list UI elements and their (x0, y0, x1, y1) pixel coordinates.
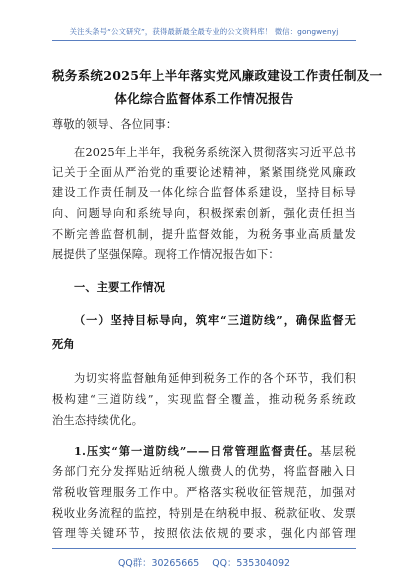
item-1-first-rest: 基层税 (320, 445, 357, 458)
paragraph-1-line-3: 治生态持续优化。 (52, 414, 144, 427)
paragraph-1-line-2: 极构建“三道防线”，实现监督全覆盖，推动税务系统政 (52, 393, 356, 406)
item-1-lead: 1.压实“第一道防线”——日常管理监督责任。 (74, 444, 321, 458)
intro-line-2: 记关于全面从严治党的重要论述精神，紧紧围绕党风廉政 (52, 166, 356, 179)
item-1-line-3: 常税收管理服务工作中。严格落实税收征管规范，加强对 (52, 486, 356, 499)
document-title-line-2: 体化综合监督体系工作情况报告 (114, 91, 294, 106)
subsection-heading-1-line-2: 死角 (52, 337, 75, 351)
document-title-line-1: 税务系统2025年上半年落实党风廉政建设工作责任制及一 (52, 68, 383, 83)
salutation: 尊敬的领导、各位同事： (52, 118, 178, 131)
intro-line-4: 向、问题导向和系统导向，积极探索创新，强化责任担当 (52, 207, 356, 220)
footer-divider (52, 548, 356, 549)
item-1-line-4: 税收业务流程的监控，特别是在纳税申报、税款征收、发票 (52, 507, 356, 520)
header-divider (52, 40, 356, 41)
intro-line-6: 展提供了坚强保障。现将工作情况报告如下： (52, 248, 280, 261)
item-1-line-2: 务部门充分发挥贴近纳税人缴费人的优势，将监督融入日 (52, 465, 356, 478)
footer-qq-group: QQ群：30265665 (117, 558, 200, 569)
item-1-line-1 (52, 444, 356, 459)
footer-contact (52, 555, 356, 569)
intro-line-5: 不断完善监督机制，提升监督效能，为税务事业高质量发 (52, 228, 356, 241)
intro-line-1: 在2025年上半年，我税务系统深入贯彻落实习近平总书 (74, 146, 356, 159)
intro-line-3: 建设工作责任制及一体化综合监督体系建设，坚持目标导 (52, 186, 356, 199)
item-1-line-5: 管理等关键环节，按照依法依规的要求，强化内部管理 (52, 527, 356, 540)
subsection-heading-1-line-1: （一）坚持目标导向，筑牢“三道防线”，确保监督无 (74, 313, 356, 327)
header-banner: 关注头条号“公文研究”，获得最新最全最专业的公文资料库！ 微信：gongwenyj (69, 27, 339, 36)
footer-qq: QQ：535304092 (212, 558, 291, 569)
section-heading-1: 一、主要工作情况 (74, 280, 166, 294)
paragraph-1-line-1: 为切实将监督触角延伸到税务工作的各个环节，我们积 (74, 372, 356, 385)
